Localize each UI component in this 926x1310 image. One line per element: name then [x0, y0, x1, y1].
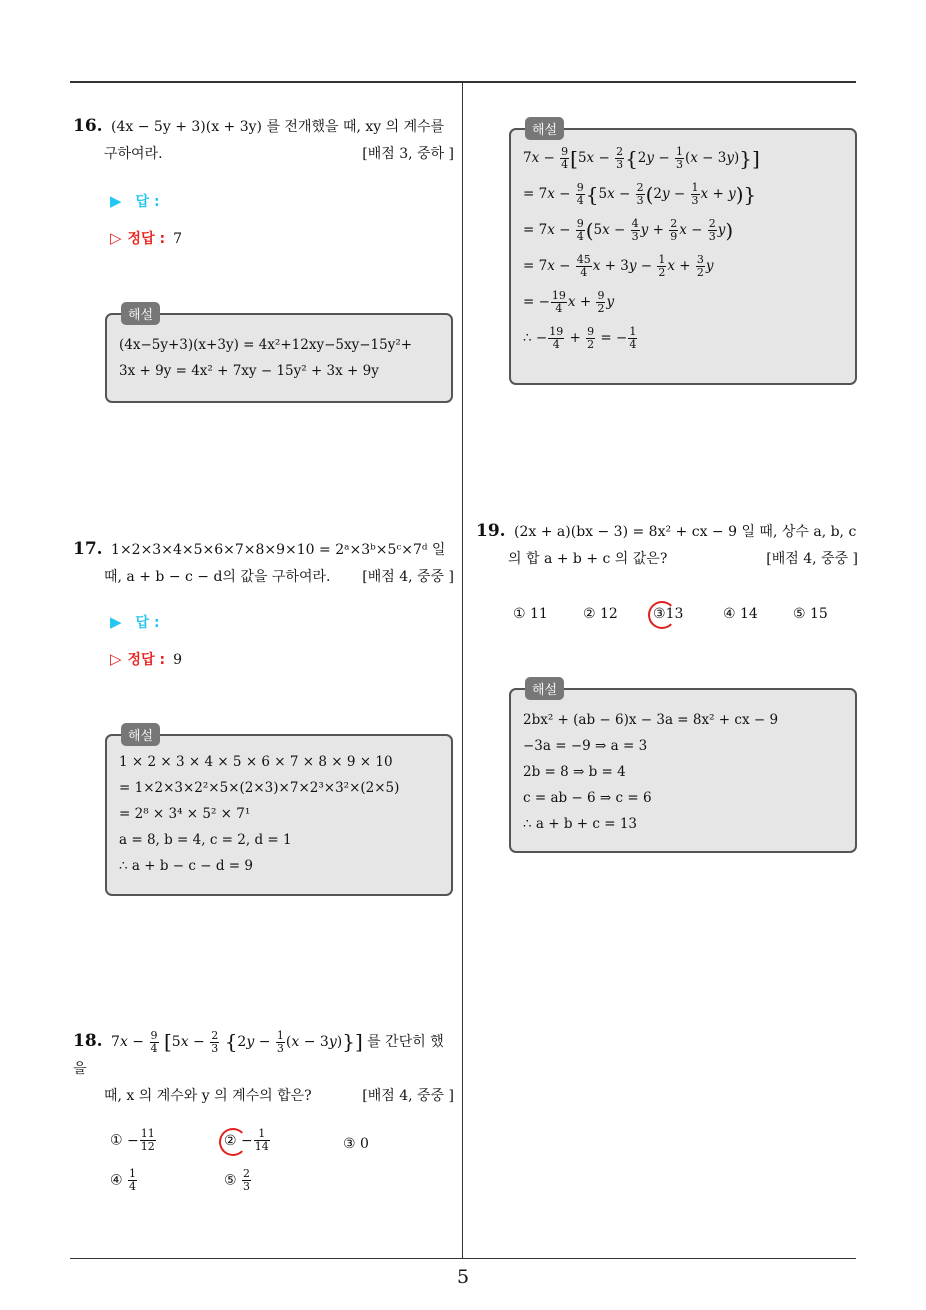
top-rule	[70, 81, 856, 83]
question-number: 19.	[476, 521, 506, 541]
solution-line: = 1×2×3×2²×5×(2×3)×7×2³×3²×(2×5)	[119, 780, 400, 796]
question-number: 17.	[73, 539, 103, 559]
choice-value: 11	[530, 606, 548, 622]
correct-label: 정답 :	[127, 652, 166, 668]
solution-tag: 해설	[525, 117, 564, 140]
question-number: 18.	[73, 1031, 103, 1051]
selected-circle-mark	[219, 1128, 247, 1156]
solution-box-16	[105, 308, 453, 403]
question-19	[476, 518, 858, 573]
choice-2[interactable]	[224, 1128, 271, 1153]
solution-line: (4x−5y+3)(x+3y) = 4x²+12xy−5xy−15y²+	[119, 337, 413, 353]
solution-line: = − $\frac{19}{4}$ x + $\frac{9}{2}$ y	[523, 289, 615, 315]
choice-1[interactable]	[110, 1128, 157, 1153]
solution-box-17	[105, 729, 453, 896]
choice-value: 14	[740, 606, 758, 622]
choice-4[interactable]	[723, 606, 758, 622]
correct-label: 정답 :	[127, 231, 166, 247]
solution-line: = 7x − $\frac{9}{4}$ {5x − $\frac{2}{3}$ (2y − $\frac{1}{3}$ x + y)}	[523, 181, 757, 207]
choice-3[interactable]	[653, 606, 683, 622]
points: [배점 3, 중하 ]	[362, 146, 454, 162]
choice-number: ⑤	[224, 1172, 237, 1189]
solution-box-18	[509, 123, 857, 385]
solution-line: −3a = −9 ⇒ a = 3	[523, 738, 648, 754]
solution-tag: 해설	[121, 302, 160, 325]
question-18	[73, 1028, 454, 1110]
choice-number: ②	[583, 606, 596, 622]
question-text-2: 의 합 a + b + c 의 값은?	[508, 551, 668, 567]
solution-line: ∴ − $\frac{19}{4}$ + $\frac{9}{2}$ = − $\frac{1}{4}$	[523, 325, 637, 351]
choice-value: $\frac{2}{3}$	[243, 1167, 251, 1193]
question-expression: 7x − $\frac{9}{4}$ [5x − $\frac{2}{3}$ {2y − $\frac{1}{3}$ (x − 3y)}]	[111, 1028, 363, 1055]
question-text-2: 때, a + b − c − d의 값을 구하여라.	[104, 569, 331, 585]
solution-line: ∴ a + b + c = 13	[523, 816, 637, 832]
question-text: (2x + a)(bx − 3) = 8x² + cx − 9 일 때, 상수 a, b, c	[514, 524, 857, 540]
choice-value: − $\frac{1}{14}$	[241, 1127, 269, 1153]
solution-line: 3x + 9y = 4x² + 7xy − 15y² + 3x + 9y	[119, 363, 379, 379]
answer-line	[110, 612, 160, 632]
bottom-rule	[70, 1258, 856, 1259]
choice-5[interactable]	[793, 606, 828, 622]
selected-circle-mark	[648, 601, 676, 629]
choice-4[interactable]	[110, 1168, 138, 1193]
solution-line: c = ab − 6 ⇒ c = 6	[523, 790, 652, 806]
solution-line: = 2⁸ × 3⁴ × 5² × 7¹	[119, 806, 251, 822]
choice-3[interactable]	[343, 1136, 369, 1152]
choice-value: 0	[360, 1136, 369, 1152]
points: [배점 4, 중중 ]	[362, 1088, 454, 1104]
triangle-icon: ▷	[110, 650, 122, 668]
choice-value: 13	[665, 606, 684, 622]
choice-number: ②	[224, 1133, 237, 1149]
question-text-2: 구하여라.	[104, 146, 163, 162]
solution-tag: 해설	[525, 677, 564, 700]
choice-1[interactable]	[513, 606, 548, 622]
question-16	[73, 113, 454, 168]
column-divider	[462, 83, 463, 1258]
solution-line: ∴ a + b − c − d = 9	[119, 858, 253, 874]
choice-value: − $\frac{11}{12}$	[127, 1127, 155, 1153]
solution-line: 7x − $\frac{9}{4}$ [5x − $\frac{2}{3}$ {2y − $\frac{1}{3}$ (x − 3y)}]	[523, 145, 760, 171]
play-icon: ▶	[110, 192, 122, 210]
choice-number: ④	[110, 1172, 123, 1189]
play-icon: ▶	[110, 613, 122, 631]
question-number: 16.	[73, 116, 103, 136]
question-text: 1×2×3×4×5×6×7×8×9×10 = 2ᵃ×3ᵇ×5ᶜ×7ᵈ 일	[111, 542, 446, 558]
solution-box-19	[509, 683, 857, 853]
question-text-2: 때, x 의 계수와 y 의 계수의 합은?	[104, 1088, 312, 1104]
choice-number: ①	[513, 606, 526, 622]
correct-value: 9	[173, 652, 182, 668]
solution-line: 2bx² + (ab − 6)x − 3a = 8x² + cx − 9	[523, 712, 779, 728]
solution-line: a = 8, b = 4, c = 2, d = 1	[119, 832, 292, 848]
correct-answer-line	[110, 228, 182, 248]
choice-number: ③	[653, 606, 666, 622]
correct-value: 7	[173, 231, 182, 247]
points: [배점 4, 중중 ]	[362, 569, 454, 585]
solution-line: = 7x − $\frac{45}{4}$ x + 3y − $\frac{1}{2}$ x + $\frac{3}{2}$ y	[523, 253, 714, 279]
choice-value: 15	[810, 606, 828, 622]
answer-label: 답 :	[135, 194, 160, 210]
choice-number: ①	[110, 1132, 123, 1149]
solution-line: 2b = 8 ⇒ b = 4	[523, 764, 626, 780]
choice-number: ④	[723, 606, 736, 622]
choice-value: 12	[600, 606, 618, 622]
answer-line	[110, 191, 160, 211]
question-17	[73, 536, 454, 591]
solution-line: = 7x − $\frac{9}{4}$ (5x − $\frac{4}{3}$ y + $\frac{2}{9}$ x − $\frac{2}{3}$ y)	[523, 217, 734, 243]
points: [배점 4, 중중 ]	[766, 551, 858, 567]
correct-answer-line	[110, 649, 182, 669]
page-number: 5	[456, 1266, 470, 1288]
solution-line: 1 × 2 × 3 × 4 × 5 × 6 × 7 × 8 × 9 × 10	[119, 754, 393, 770]
solution-tag: 해설	[121, 723, 160, 746]
triangle-icon: ▷	[110, 229, 122, 247]
question-text: 를 간단히 했을	[73, 1034, 444, 1077]
question-text: (4x − 5y + 3)(x + 3y) 를 전개했을 때, xy 의 계수를	[111, 119, 445, 135]
choice-2[interactable]	[583, 606, 618, 622]
choice-number: ③	[343, 1136, 356, 1152]
choice-5[interactable]	[224, 1168, 252, 1193]
answer-label: 답 :	[135, 615, 160, 631]
choice-value: $\frac{1}{4}$	[129, 1167, 137, 1193]
choice-number: ⑤	[793, 606, 806, 622]
